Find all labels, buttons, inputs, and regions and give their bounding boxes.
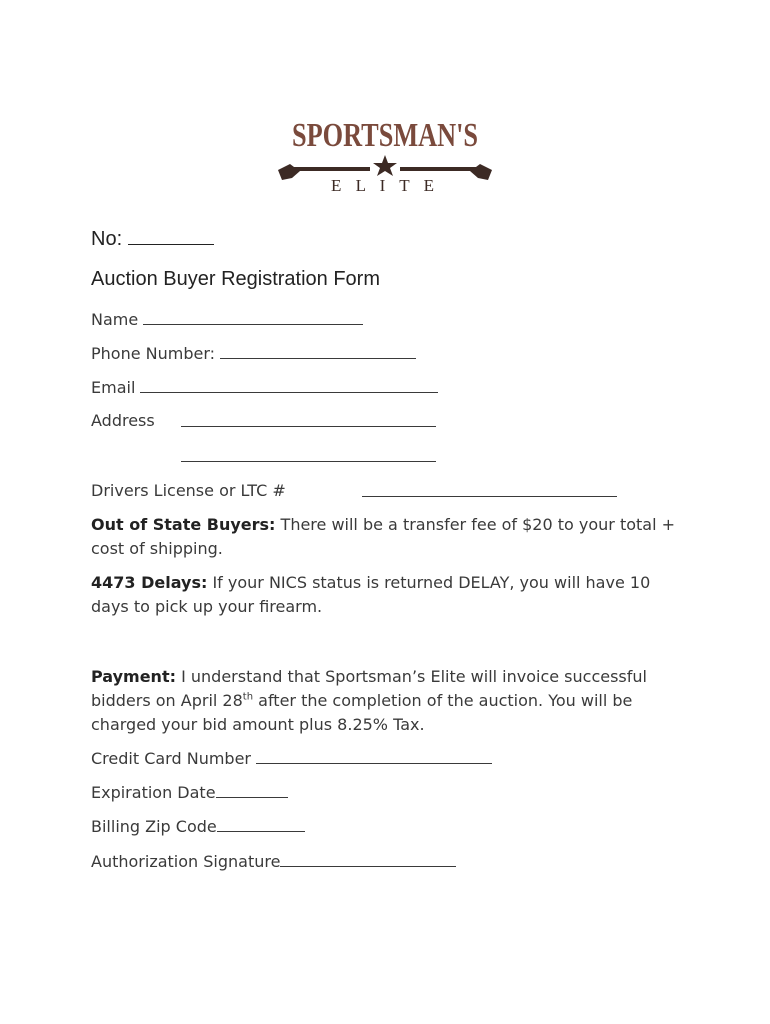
name-field	[91, 309, 363, 329]
address-blank-2[interactable]	[181, 446, 436, 462]
delays-note	[91, 571, 681, 619]
card-label: Credit Card Number	[91, 749, 251, 768]
rifles-and-star-icon	[270, 112, 500, 198]
signature-label: Authorization Signature	[91, 852, 281, 871]
out-of-state-note	[91, 513, 681, 561]
address-label: Address	[91, 411, 155, 430]
delays-title: 4473 Delays:	[91, 573, 208, 592]
phone-blank[interactable]	[220, 343, 416, 359]
license-label: Drivers License or LTC #	[91, 481, 286, 500]
sportsmans-elite-logo	[270, 112, 500, 198]
zip-label: Billing Zip Code	[91, 817, 217, 836]
payment-text-1: I understand that Sportsman’s Elite will invoice successful bidders on April 28	[91, 667, 647, 710]
expiration-field	[91, 782, 288, 802]
address-blank-1[interactable]	[181, 411, 436, 427]
expiration-label: Expiration Date	[91, 783, 216, 802]
payment-note	[91, 665, 681, 737]
license-field	[362, 481, 617, 501]
payment-text-2: after the completion of the auction. You will be charged your bid amount plus 8.25% Tax.	[91, 691, 633, 734]
signature-field	[91, 851, 456, 871]
payment-sup: th	[242, 691, 254, 703]
out-of-state-text: There will be a transfer fee of $20 to your total + cost of shipping.	[91, 515, 676, 558]
address-line-1	[181, 411, 436, 431]
logo-word-bottom: E L I T E	[331, 176, 439, 195]
email-blank[interactable]	[140, 377, 438, 393]
card-field	[91, 748, 492, 768]
form-number	[91, 228, 214, 251]
logo-word-top: SPORTSMAN'S	[292, 117, 478, 154]
form-title: Auction Buyer Registration Form	[91, 268, 381, 290]
card-blank[interactable]	[256, 748, 492, 764]
phone-field	[91, 343, 416, 363]
form-number-label: No:	[91, 228, 123, 250]
phone-label: Phone Number:	[91, 344, 216, 363]
email-label: Email	[91, 378, 136, 397]
form-number-blank[interactable]	[128, 229, 214, 245]
zip-field	[91, 816, 305, 836]
address-line-2	[181, 446, 436, 466]
license-blank[interactable]	[362, 481, 617, 497]
payment-title: Payment:	[91, 667, 176, 686]
name-label: Name	[91, 310, 139, 329]
out-of-state-title: Out of State Buyers:	[91, 515, 276, 534]
zip-blank[interactable]	[217, 816, 305, 832]
delays-text: If your NICS status is returned DELAY, you will have 10 days to pick up your firearm.	[91, 573, 651, 616]
email-field	[91, 377, 438, 397]
name-blank[interactable]	[143, 309, 363, 325]
signature-blank[interactable]	[280, 851, 456, 867]
expiration-blank[interactable]	[216, 782, 288, 798]
